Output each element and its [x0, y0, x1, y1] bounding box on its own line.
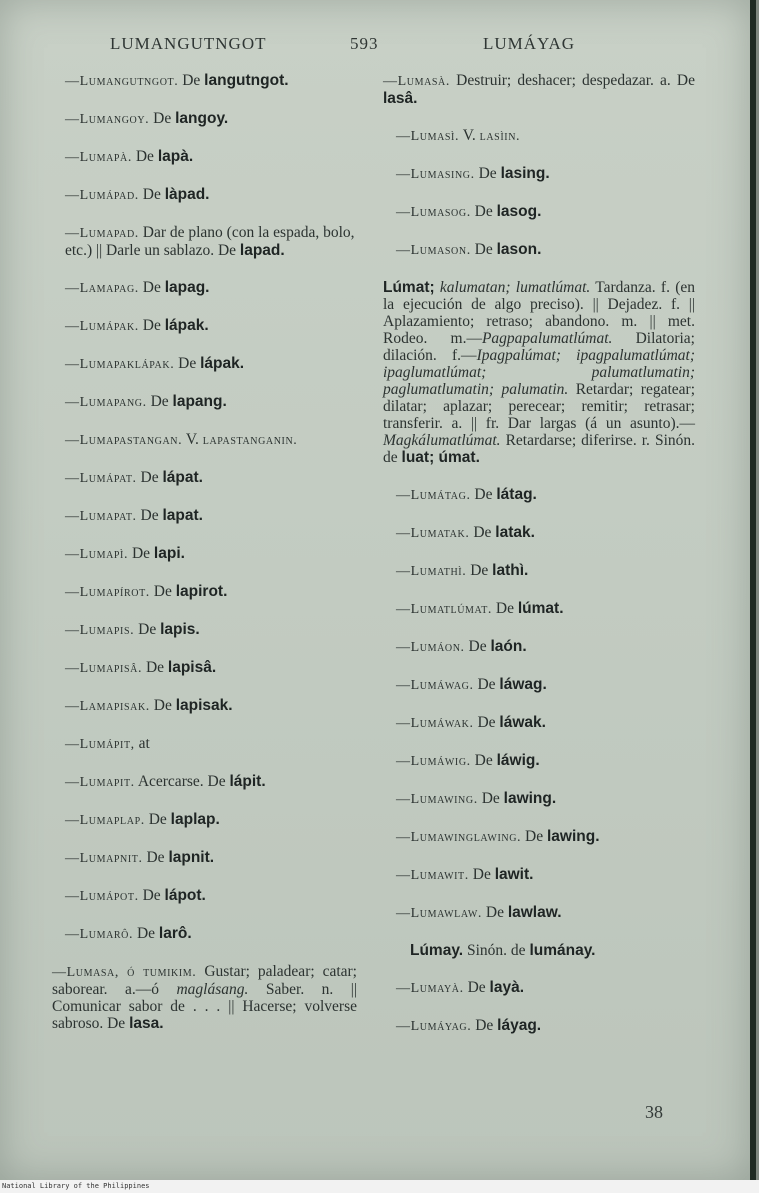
dictionary-entry: [383, 904, 695, 922]
entry-headword: —Lumason.: [396, 243, 471, 258]
entry-root-word: lapad.: [239, 242, 285, 259]
entry-variant: Magkálumatlúmat.: [383, 432, 501, 449]
entry-root-word: láyag.: [497, 1017, 542, 1034]
entry-headword: —Lumawing.: [396, 792, 478, 807]
dictionary-entry: [52, 849, 357, 867]
entry-root-word: lápot.: [164, 887, 206, 904]
dictionary-entry: [383, 1017, 695, 1035]
dictionary-entry: [383, 486, 695, 504]
dictionary-entry: [383, 524, 695, 542]
entry-headword: —Lumáyag.: [396, 1019, 472, 1034]
entry-text: De: [474, 165, 501, 182]
dictionary-entry: [52, 773, 357, 791]
entry-root-word: lápit.: [229, 773, 266, 790]
signature-mark: 38: [645, 1102, 663, 1122]
entry-root-word: laplap.: [170, 811, 220, 828]
dictionary-entry: [383, 866, 695, 884]
entry-text: Destruir; deshacer; despedazar. a. De: [449, 72, 695, 89]
entry-headword: —Lumangutngot.: [65, 74, 179, 89]
entry-root-word: latak.: [495, 524, 535, 541]
entry-headword: —Lumápit,: [65, 737, 135, 752]
running-header: [0, 34, 750, 58]
dictionary-entry: [52, 469, 357, 487]
entry-variant: Ipagpalúmat; ipagpalumatlúmat; ipaglumatlúmat; palumatlumatin; paglumatlumatin; palumatin.: [383, 347, 695, 398]
entry-text: Acercarse. De: [134, 773, 230, 790]
entry-text: De: [469, 524, 496, 541]
dictionary-entry: [52, 887, 357, 905]
entry-text: De: [128, 545, 154, 562]
entry-text: De: [463, 979, 490, 996]
entry-headword: —Lumasog.: [396, 205, 471, 220]
entry-text: De: [521, 828, 547, 845]
entry-text: De: [470, 752, 497, 769]
entry-headword: —Lumáwag.: [396, 678, 474, 693]
entry-headword: —Lumápot.: [65, 889, 139, 904]
entry-text: De: [136, 507, 163, 524]
dictionary-entry: [383, 72, 695, 107]
left-column: [52, 72, 357, 1052]
entry-text: Tardanza. f. (en la ejecución de algo preciso). || Dejadez. f. || Aplazamiento; retraso; abandono. m. || met. Rodeo. m.—: [383, 279, 695, 347]
dictionary-entry: [383, 752, 695, 770]
entry-headword: —Lamapisak.: [65, 699, 150, 714]
entry-headword: —Lumapang.: [65, 395, 147, 410]
entry-headword: —Lumangoy.: [65, 112, 150, 127]
entry-text: De: [174, 355, 201, 372]
entry-headword: —Lumasa, ó tumikim.: [52, 965, 197, 980]
entry-text: De: [466, 562, 493, 579]
entry-root-word: lápak.: [200, 355, 245, 372]
dictionary-entry: [52, 545, 357, 563]
entry-text: Sinón. de: [463, 942, 530, 959]
entry-root-word: lawit.: [494, 866, 534, 883]
entry-root-word: lapirot.: [175, 583, 228, 600]
entry-reference: lasìin.: [479, 129, 521, 144]
footer-strip: [0, 1180, 759, 1193]
dictionary-entry: [383, 600, 695, 618]
entry-headword: —Lumarô.: [65, 927, 134, 942]
dictionary-entry: [52, 925, 357, 943]
entry-root-word: láwag.: [499, 676, 547, 693]
entry-text: De: [468, 866, 495, 883]
entry-headword: —Lumápad.: [65, 188, 139, 203]
entry-text: De: [149, 583, 176, 600]
entry-root-word: lasing.: [500, 165, 550, 182]
dictionary-entry: [52, 735, 357, 753]
entry-root-word: láwak.: [499, 714, 546, 731]
entry-root-word: lapnit.: [168, 849, 215, 866]
entry-text: De: [473, 714, 500, 731]
entry-headword: —Lumawlaw.: [396, 906, 482, 921]
entry-headword: —Lumápat.: [65, 471, 137, 486]
entry-root-word: lasa.: [129, 1015, 164, 1032]
entry-text: De: [133, 925, 159, 942]
entry-root-word: langutngot.: [204, 72, 289, 89]
entry-headword: —Lumapírot.: [65, 585, 150, 600]
entry-variant: Pagpapalumatlúmat.: [481, 330, 613, 347]
entry-text: De: [138, 887, 165, 904]
entry-root-word: lápak.: [164, 317, 209, 334]
entry-text: De: [149, 697, 176, 714]
entry-root-word: lapat.: [162, 507, 203, 524]
header-left-word: LUMANGUTNGOT: [110, 34, 267, 53]
entry-text: De: [138, 186, 165, 203]
header-right-word: LUMÁYAG: [483, 34, 575, 53]
entry-headword: —Lumayà.: [396, 981, 464, 996]
dictionary-entry: [52, 355, 357, 373]
dictionary-entry: [52, 393, 357, 411]
entry-text: De: [470, 486, 497, 503]
dictionary-entry: [383, 714, 695, 732]
dictionary-entry: [383, 127, 695, 145]
entry-root-word: layà.: [489, 979, 525, 996]
entry-headword: —Lumapà.: [65, 150, 132, 165]
entry-root-word: lapà.: [157, 148, 194, 165]
entry-headword: —Lumasing.: [396, 167, 475, 182]
entry-text: De: [470, 203, 497, 220]
entry-variant: maglásang.: [176, 981, 249, 998]
entry-text: De: [492, 600, 518, 617]
entry-headword: —Lumatlúmat.: [396, 602, 493, 617]
dictionary-entry-lumasa: [52, 963, 357, 1032]
entry-text: De: [138, 317, 165, 334]
entry-headword: —Lumáwak.: [396, 716, 474, 731]
dictionary-entry: [383, 828, 695, 846]
entry-text: Dilatoria; dilación. f.—: [383, 330, 695, 364]
entry-root-word: lapisâ.: [167, 659, 217, 676]
dictionary-entry: [52, 621, 357, 639]
page-number: 593: [350, 34, 379, 53]
dictionary-entry: [52, 811, 357, 829]
dictionary-entry-lumat: [383, 279, 695, 466]
entry-root-word: lasâ.: [383, 90, 418, 107]
entry-text: De: [473, 676, 500, 693]
dictionary-entry: [52, 697, 357, 715]
entry-headword: —Lumapisâ.: [65, 661, 143, 676]
dictionary-entry: [52, 659, 357, 677]
entry-text: Retardar; regatear; dilatar; aplazar; perecear; remitir; retrasar; transferir. a. || fr. Dar largas (á un asunto).—: [383, 381, 695, 432]
entry-headword: —Lumapì.: [65, 547, 129, 562]
entry-headword: —Lumatak.: [396, 526, 470, 541]
entry-headword: —Lumapaklápak.: [65, 357, 175, 372]
entry-text: Saber. n. || Comunicar sabor de . . . || Hacerse; volverse sabroso. De: [52, 981, 357, 1032]
entry-root-word: langoy.: [175, 110, 229, 127]
entry-headword: —Lamapag.: [65, 281, 139, 296]
entry-text: V.: [459, 127, 480, 144]
dictionary-entry: [52, 279, 357, 297]
entry-root-word: lapi.: [153, 545, 185, 562]
dictionary-entry: [383, 165, 695, 183]
entry-headword: —Lumapnit.: [65, 851, 143, 866]
entry-text: De: [138, 279, 165, 296]
entry-root-word: úmat.: [434, 449, 480, 466]
dictionary-entry: [52, 224, 357, 259]
entry-root-word: lawing.: [503, 790, 557, 807]
entry-text: De: [482, 904, 508, 921]
entry-root-word: lúmat.: [517, 600, 564, 617]
entry-headword: —Lumaplap.: [65, 813, 145, 828]
dictionary-entry: [383, 562, 695, 580]
entry-root-word: luat;: [401, 449, 435, 466]
dictionary-entry: [383, 203, 695, 221]
entry-root-word: látag.: [496, 486, 537, 503]
dictionary-entry-lumay: [383, 942, 695, 959]
entry-main-headword: Lúmay.: [410, 942, 464, 959]
dictionary-entry: [52, 148, 357, 166]
entry-headword: —Lumapat.: [65, 509, 137, 524]
entry-root-word: lapis.: [160, 621, 200, 638]
entry-text: De: [149, 110, 176, 127]
entry-headword: —Lumawit.: [396, 868, 469, 883]
entry-text: De: [134, 621, 161, 638]
entry-text: De: [464, 638, 491, 655]
entry-text: V.: [182, 431, 203, 448]
entry-text: De: [142, 849, 169, 866]
entry-text: De: [471, 1017, 498, 1034]
dictionary-entry: [52, 72, 357, 90]
entry-headword: —Lumawinglawing.: [396, 830, 522, 845]
dictionary-entry: [383, 638, 695, 656]
entry-root-word: lapang.: [172, 393, 227, 410]
entry-text: De: [477, 790, 504, 807]
entry-text: Retardarse; diferirse. r. Sinón. de: [383, 432, 695, 466]
entry-main-headword: Lúmat;: [383, 279, 435, 296]
entry-headword: —Lumapastangan.: [65, 433, 183, 448]
entry-root-word: làpad.: [164, 186, 210, 203]
dictionary-entry: [52, 507, 357, 525]
entry-root-word: laón.: [490, 638, 527, 655]
entry-reference: lapastanganin.: [202, 433, 298, 448]
entry-text: De: [470, 241, 497, 258]
dictionary-entry: [383, 979, 695, 997]
entry-headword: —Lumáwig.: [396, 754, 471, 769]
entry-headword: —Lumapit.: [65, 775, 135, 790]
entry-text: De: [178, 72, 205, 89]
entry-headword: —Lumáon.: [396, 640, 465, 655]
dictionary-entry: [52, 431, 357, 449]
entry-text: Dar de plano (con la espada, bolo, etc.) || Darle un sablazo. De: [65, 224, 355, 259]
entry-text: De: [142, 659, 168, 676]
entry-headword: —Lumapis.: [65, 623, 135, 638]
entry-text: De: [136, 469, 163, 486]
entry-root-word: lawing.: [546, 828, 600, 845]
footer-credit: National Library of the Philippines: [2, 1182, 150, 1190]
dictionary-entry: [383, 676, 695, 694]
dictionary-entry: [52, 317, 357, 335]
entry-text: De: [146, 393, 173, 410]
entry-root-word: lumánay.: [529, 942, 596, 959]
entry-text: at: [134, 735, 150, 752]
entry-variant: kalumatan; lumatlúmat.: [434, 279, 591, 296]
entry-root-word: lathì.: [492, 562, 529, 579]
entry-text: Gustar; paladear; catar; saborear. a.—ó: [52, 963, 357, 998]
entry-headword: —Lumápak.: [65, 319, 139, 334]
dictionary-entry: [52, 110, 357, 128]
entry-root-word: larô.: [158, 925, 192, 942]
entry-headword: —Lumasà.: [383, 74, 450, 89]
entry-headword: —Lumátag.: [396, 488, 471, 503]
dictionary-entry: [52, 186, 357, 204]
right-column: [383, 72, 695, 1055]
entry-root-word: lasog.: [496, 203, 542, 220]
entry-text: De: [144, 811, 171, 828]
entry-root-word: lapag.: [164, 279, 210, 296]
entry-root-word: lason.: [496, 241, 542, 258]
entry-headword: —Lumathì.: [396, 564, 467, 579]
dictionary-entry: [52, 583, 357, 601]
entry-root-word: lápat.: [162, 469, 203, 486]
entry-headword: —Lumasì.: [396, 129, 460, 144]
dictionary-entry: [383, 241, 695, 259]
entry-text: De: [131, 148, 158, 165]
dictionary-entry: [383, 790, 695, 808]
entry-root-word: lapisak.: [175, 697, 233, 714]
entry-root-word: láwig.: [496, 752, 540, 769]
entry-headword: —Lumapad.: [65, 226, 139, 241]
entry-root-word: lawlaw.: [507, 904, 562, 921]
